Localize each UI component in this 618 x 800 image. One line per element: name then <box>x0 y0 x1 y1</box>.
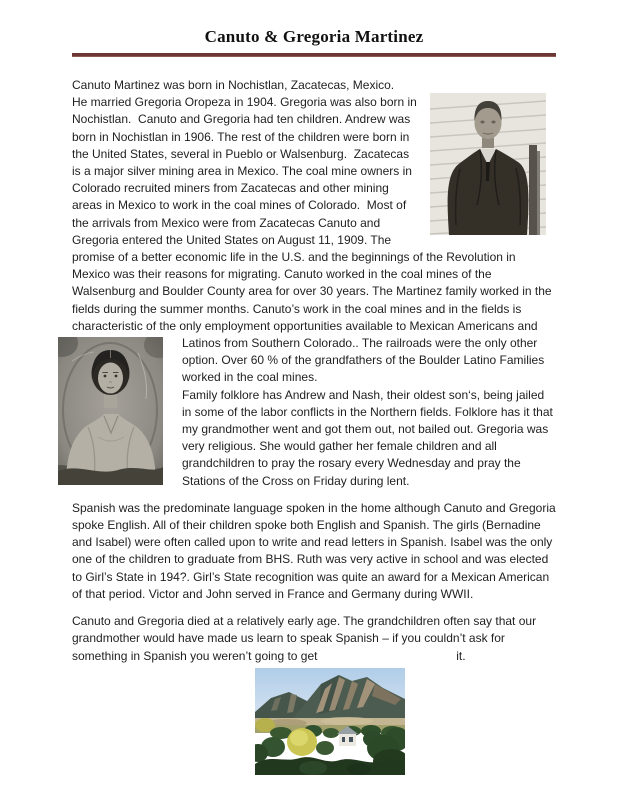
canuto-photo-graphic <box>430 93 546 235</box>
para1-wrap-text-a: Americans and Latinos from Southern Colorado.. The railroads were the only other option. Over 60 % of the grandfathers of the Boulder Latino Families worked in the coal mines. <box>182 318 545 385</box>
mountains-photo-graphic <box>255 668 405 775</box>
paragraph-closing <box>72 613 556 665</box>
title-rule <box>72 53 556 57</box>
page-title: Canuto & Gregoria Martinez <box>204 27 424 46</box>
para3-text: Canuto and Gregoria died at a relatively early age. The grandchildren often say that our grandmother would have made us learn to speak Spanish – if you couldn’t ask for something in Spanish you weren’t going to get <box>72 614 537 663</box>
photo-gregoria-martinez <box>58 337 163 485</box>
para1-wrap-text-b: Family folklore has Andrew and Nash, their oldest son‘s, being jailed in some of the labor conflicts in the Northern fields. Folklore has it that my grandmother went and got them out, not bailed out. Gregoria was very religious. She would gather her female children and all grandchildren to pray the rosary every Wednesday and pray the Stations of the Cross on Friday during lent. <box>182 387 553 488</box>
para3-text-end: it. <box>456 648 466 663</box>
gregoria-photo-graphic <box>58 337 163 485</box>
paragraph-family-history <box>72 77 556 490</box>
photo-canuto-martinez <box>430 93 546 235</box>
text-gap-spacer <box>321 659 453 660</box>
paragraph-language: Spanish was the predominate language spoken in the home although Canuto and Gregoria spoke English. All of their children spoke both English and Spanish. The girls (Bernadine and Isabel) were often called upon to write and read letters in Spanish. Isabel was the only one of the children to graduate from BHS. Ruth was very active in school and was elected to Girl’s State in 194?. Girl’s State recognition was quite an award for a Mexican American of that period. Victor and John served in France and Germany during WWII. <box>72 500 556 601</box>
para1-line1-text: Canuto Martinez was born in Nochistlan, Zacatecas, Mexico. <box>72 78 395 92</box>
photo-boulder-flatirons <box>255 668 405 775</box>
para1-main-text: He married Gregoria Oropeza in 1904. Gregoria was also born in Nochistlan. Canuto and Gregoria had ten children. Andrew was born in Nochistlan in 1906. The rest of the children were born in the United States, several in Pueblo or Walsenburg. Zacatecas is a major silver mining area in Mexico. The coal mine owners in Colorado recruited miners from Zacatecas and other mining areas in Mexico to work in the coal mines of Colorado. Most of the arrivals from Mexico were from Zacatecas Canuto and Gregoria entered the United States on August 11, 1909. The promise of a better economic life in the U.S. and the beginnings of the Revolution in Mexico was their reasons for migrating. Canuto worked in the coal mines of the Walsenburg and Boulder County area for over 30 years. The Martinez family worked in the fields during the summer months. Canuto’s work in the coal mines and in the fields is characteristic of the only employment opportunities available to Mexican <box>72 95 552 333</box>
